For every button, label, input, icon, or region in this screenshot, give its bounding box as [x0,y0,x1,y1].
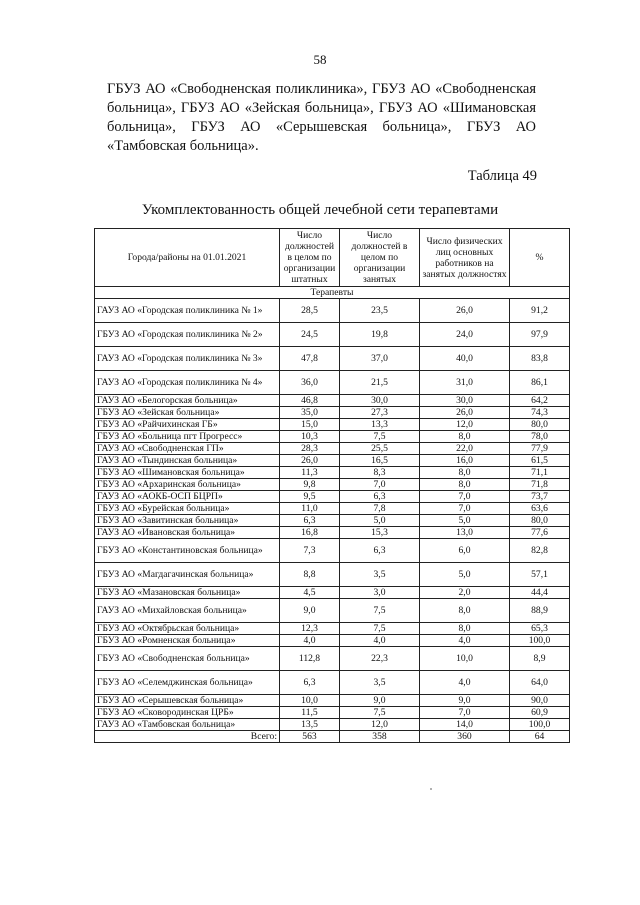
row-persons-cell: 9,0 [420,695,510,707]
row-occupied-cell: 7,5 [340,623,420,635]
row-name-cell: ГАУЗ АО «АОКБ-ОСП БЦРП» [95,491,280,503]
page-number: 58 [313,52,327,67]
row-occupied-cell: 5,0 [340,515,420,527]
table-row [95,347,570,371]
row-percent-cell: 63,6 [510,503,570,515]
row-name-cell: ГБУЗ АО «Свободненская больница» [95,647,280,671]
row-name-cell: ГАУЗ АО «Тамбовская больница» [95,719,280,731]
row-staff-cell: 15,0 [280,419,340,431]
row-persons-cell: 7,0 [420,491,510,503]
total-percent-cell: 64 [510,731,570,743]
row-staff-cell: 4,5 [280,587,340,599]
row-occupied-cell: 22,3 [340,647,420,671]
total-occupied-cell: 358 [340,731,420,743]
row-name-cell: ГБУЗ АО «Мазановская больница» [95,587,280,599]
row-occupied-cell: 6,3 [340,491,420,503]
row-name-cell: ГБУЗ АО «Райчихинская ГБ» [95,419,280,431]
row-staff-cell: 28,3 [280,443,340,455]
row-staff-cell: 112,8 [280,647,340,671]
row-staff-cell: 8,8 [280,563,340,587]
row-staff-cell: 11,3 [280,467,340,479]
row-occupied-cell: 37,0 [340,347,420,371]
row-occupied-cell: 7,0 [340,479,420,491]
row-percent-cell: 78,0 [510,431,570,443]
row-staff-cell: 26,0 [280,455,340,467]
row-persons-cell: 30,0 [420,395,510,407]
row-name-cell: ГАУЗ АО «Городская поликлиника № 3» [95,347,280,371]
row-staff-cell: 10,3 [280,431,340,443]
row-occupied-cell: 6,3 [340,539,420,563]
row-persons-cell: 24,0 [420,323,510,347]
table-row [95,515,570,527]
row-persons-cell: 4,0 [420,671,510,695]
header-occupied-positions: Число должностей в целом по организации занятых [340,229,420,287]
row-percent-cell: 44,4 [510,587,570,599]
total-row [95,731,570,743]
row-staff-cell: 12,3 [280,623,340,635]
row-staff-cell: 24,5 [280,323,340,347]
row-occupied-cell: 21,5 [340,371,420,395]
table-row [95,635,570,647]
section-row [95,287,570,299]
row-occupied-cell: 30,0 [340,395,420,407]
row-persons-cell: 16,0 [420,455,510,467]
row-persons-cell: 8,0 [420,467,510,479]
row-persons-cell: 31,0 [420,371,510,395]
row-staff-cell: 11,5 [280,707,340,719]
row-name-cell: ГБУЗ АО «Архаринская больница» [95,479,280,491]
row-name-cell: ГБУЗ АО «Бурейская больница» [95,503,280,515]
row-name-cell: ГБУЗ АО «Октябрьская больница» [95,623,280,635]
intro-paragraph: ГБУЗ АО «Свободненская поликлиника», ГБУЗ АО «Свободненская больница», ГБУЗ АО «Зейская больница», ГБУЗ АО «Шимановская больница», ГБУЗ АО «Серышевская больница», ГБУЗ АО «Тамбовская больница». [107,81,536,154]
table-row [95,719,570,731]
row-staff-cell: 4,0 [280,635,340,647]
table-row [95,299,570,323]
row-percent-cell: 71,8 [510,479,570,491]
row-percent-cell: 80,0 [510,515,570,527]
table-row [95,563,570,587]
table-row [95,455,570,467]
row-name-cell: ГАУЗ АО «Михайловская больница» [95,599,280,623]
row-staff-cell: 11,0 [280,503,340,515]
table-row [95,671,570,695]
row-staff-cell: 10,0 [280,695,340,707]
total-label-cell: Всего: [95,731,280,743]
table-row [95,695,570,707]
row-persons-cell: 5,0 [420,515,510,527]
row-persons-cell: 2,0 [420,587,510,599]
table-row [95,503,570,515]
row-name-cell: ГАУЗ АО «Свободненская ГП» [95,443,280,455]
row-percent-cell: 97,9 [510,323,570,347]
table-row [95,443,570,455]
header-staff-positions: Число должностей в целом по организации штатных [280,229,340,287]
row-occupied-cell: 7,5 [340,599,420,623]
row-percent-cell: 91,2 [510,299,570,323]
row-name-cell: ГБУЗ АО «Зейская больница» [95,407,280,419]
row-staff-cell: 9,0 [280,599,340,623]
row-staff-cell: 16,8 [280,527,340,539]
table-row [95,431,570,443]
row-staff-cell: 6,3 [280,515,340,527]
row-occupied-cell: 3,0 [340,587,420,599]
table-row [95,407,570,419]
row-staff-cell: 47,8 [280,347,340,371]
row-percent-cell: 65,3 [510,623,570,635]
row-persons-cell: 26,0 [420,299,510,323]
row-name-cell: ГБУЗ АО «Больница пгт Прогресс» [95,431,280,443]
row-name-cell: ГБУЗ АО «Сковородинская ЦРБ» [95,707,280,719]
row-occupied-cell: 3,5 [340,563,420,587]
row-staff-cell: 13,5 [280,719,340,731]
row-name-cell: ГБУЗ АО «Серышевская больница» [95,695,280,707]
row-persons-cell: 12,0 [420,419,510,431]
row-persons-cell: 7,0 [420,707,510,719]
table-row [95,491,570,503]
row-name-cell: ГБУЗ АО «Ромненская больница» [95,635,280,647]
table-row [95,707,570,719]
row-staff-cell: 46,8 [280,395,340,407]
row-occupied-cell: 7,5 [340,431,420,443]
table-row [95,539,570,563]
row-occupied-cell: 27,3 [340,407,420,419]
table-row [95,371,570,395]
row-percent-cell: 100,0 [510,719,570,731]
row-occupied-cell: 3,5 [340,671,420,695]
row-staff-cell: 9,8 [280,479,340,491]
row-percent-cell: 64,0 [510,671,570,695]
row-name-cell: ГБУЗ АО «Шимановская больница» [95,467,280,479]
row-percent-cell: 86,1 [510,371,570,395]
table-row [95,479,570,491]
table-label: Таблица 49 [467,168,537,184]
staffing-table [94,228,570,743]
row-percent-cell: 83,8 [510,347,570,371]
row-persons-cell: 6,0 [420,539,510,563]
row-percent-cell: 60,9 [510,707,570,719]
row-staff-cell: 7,3 [280,539,340,563]
row-name-cell: ГАУЗ АО «Городская поликлиника № 4» [95,371,280,395]
row-occupied-cell: 23,5 [340,299,420,323]
table-title: Укомплектованность общей лечебной сети терапевтами [141,202,499,218]
header-physical-persons: Число физических лиц основных работников на занятых должностях [420,229,510,287]
row-persons-cell: 8,0 [420,479,510,491]
row-name-cell: ГАУЗ АО «Тындинская больница» [95,455,280,467]
row-persons-cell: 10,0 [420,647,510,671]
table-row [95,623,570,635]
row-persons-cell: 14,0 [420,719,510,731]
row-occupied-cell: 12,0 [340,719,420,731]
row-staff-cell: 28,5 [280,299,340,323]
row-staff-cell: 36,0 [280,371,340,395]
row-percent-cell: 8,9 [510,647,570,671]
row-persons-cell: 5,0 [420,563,510,587]
row-staff-cell: 9,5 [280,491,340,503]
row-occupied-cell: 19,8 [340,323,420,347]
row-percent-cell: 90,0 [510,695,570,707]
row-name-cell: ГАУЗ АО «Городская поликлиника № 1» [95,299,280,323]
row-persons-cell: 4,0 [420,635,510,647]
total-staff-cell: 563 [280,731,340,743]
row-occupied-cell: 8,3 [340,467,420,479]
row-percent-cell: 77,6 [510,527,570,539]
row-occupied-cell: 7,8 [340,503,420,515]
row-name-cell: ГБУЗ АО «Константиновская больница» [95,539,280,563]
row-persons-cell: 40,0 [420,347,510,371]
row-persons-cell: 22,0 [420,443,510,455]
row-persons-cell: 8,0 [420,599,510,623]
row-staff-cell: 6,3 [280,671,340,695]
total-persons-cell: 360 [420,731,510,743]
row-occupied-cell: 13,3 [340,419,420,431]
row-percent-cell: 71,1 [510,467,570,479]
row-persons-cell: 7,0 [420,503,510,515]
row-percent-cell: 57,1 [510,563,570,587]
row-persons-cell: 8,0 [420,431,510,443]
table-row [95,467,570,479]
scan-speck [430,788,432,790]
row-name-cell: ГБУЗ АО «Селемджинская больница» [95,671,280,695]
table-row [95,527,570,539]
row-percent-cell: 74,3 [510,407,570,419]
row-name-cell: ГБУЗ АО «Завитинская больница» [95,515,280,527]
row-name-cell: ГБУЗ АО «Городская поликлиника № 2» [95,323,280,347]
row-occupied-cell: 7,5 [340,707,420,719]
row-persons-cell: 13,0 [420,527,510,539]
table-row [95,323,570,347]
table-row [95,395,570,407]
row-staff-cell: 35,0 [280,407,340,419]
row-percent-cell: 88,9 [510,599,570,623]
row-occupied-cell: 9,0 [340,695,420,707]
section-label: Терапевты [95,287,570,299]
table-row [95,647,570,671]
table-header-row [95,229,570,287]
row-percent-cell: 61,5 [510,455,570,467]
row-occupied-cell: 4,0 [340,635,420,647]
row-percent-cell: 100,0 [510,635,570,647]
row-occupied-cell: 16,5 [340,455,420,467]
header-region: Города/районы на 01.01.2021 [95,229,280,287]
row-percent-cell: 82,8 [510,539,570,563]
table-row [95,419,570,431]
row-persons-cell: 26,0 [420,407,510,419]
row-name-cell: ГАУЗ АО «Ивановская больница» [95,527,280,539]
table-row [95,587,570,599]
row-percent-cell: 77,9 [510,443,570,455]
row-percent-cell: 73,7 [510,491,570,503]
row-name-cell: ГАУЗ АО «Белогорская больница» [95,395,280,407]
row-percent-cell: 80,0 [510,419,570,431]
table-row [95,599,570,623]
row-name-cell: ГБУЗ АО «Магдагачинская больница» [95,563,280,587]
row-percent-cell: 64,2 [510,395,570,407]
row-occupied-cell: 25,5 [340,443,420,455]
row-persons-cell: 8,0 [420,623,510,635]
header-percent: % [510,229,570,287]
row-occupied-cell: 15,3 [340,527,420,539]
